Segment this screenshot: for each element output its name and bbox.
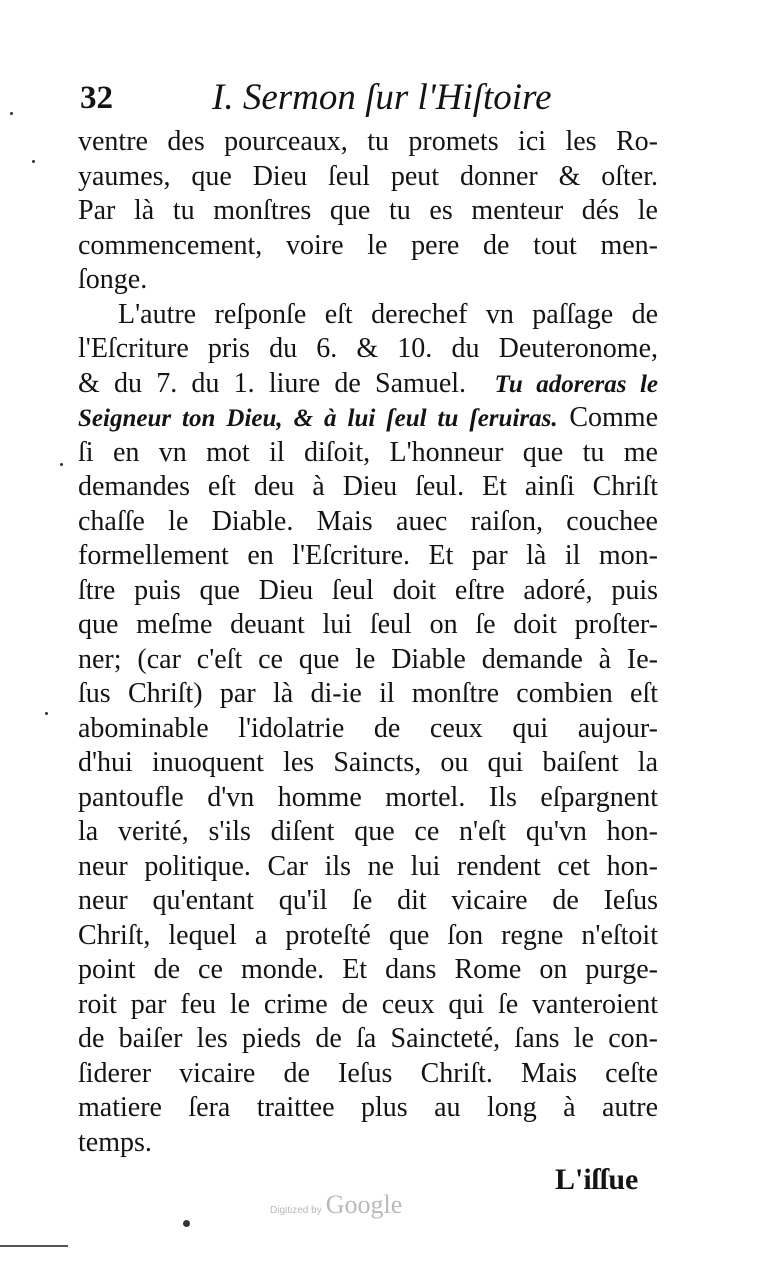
page-header	[76, 74, 676, 126]
scripture-quote: Tu adoreras le	[494, 370, 658, 398]
ink-speck	[10, 112, 13, 115]
ink-speck	[45, 712, 48, 715]
running-title: I. Sermon ſur l'Hiſtoire	[212, 77, 552, 118]
text-line: ſonge.	[78, 264, 148, 295]
page-number: 32	[80, 80, 113, 116]
text-line: demandes eſt deu à Dieu ſeul. Et ainſi Chriſt	[78, 471, 658, 502]
text-line	[78, 367, 658, 402]
ink-speck	[60, 463, 63, 466]
body-text	[78, 125, 658, 1160]
ink-speck	[183, 1220, 190, 1227]
text-segment: & du 7. du 1. liure de Samuel.	[78, 367, 467, 399]
text-line: l'Eſcriture pris du 6. & 10. du Deuteronome,	[78, 333, 658, 364]
text-line: neur politique. Car ils ne lui rendent cet hon-	[78, 850, 658, 882]
digitized-watermark	[270, 1190, 402, 1220]
text-line: Par là tu monſtres que tu es menteur dés le	[78, 195, 658, 226]
text-line: neur qu'entant qu'il ſe dit vicaire de Ieſus	[78, 885, 658, 916]
text-line: chaſſe le Diable. Mais auec raiſon, couchee	[78, 505, 658, 537]
scripture-quote: Seigneur ton Dieu, & à lui ſeul tu ſeruiras.	[78, 405, 558, 432]
text-line: Chriſt, lequel a proteſté que ſon regne n'eſtoit	[78, 919, 658, 951]
text-line: point de ce monde. Et dans Rome on purge-	[78, 954, 658, 985]
text-line: formellement en l'Eſcriture. Et par là il mon-	[78, 540, 658, 571]
text-line: yaumes, que Dieu ſeul peut donner & oſter.	[78, 160, 658, 192]
watermark-prefix: Digitized by	[270, 1205, 322, 1216]
text-line: ner; (car c'eſt ce que le Diable demande à Ie-	[78, 643, 658, 675]
text-line: commencement, voire le pere de tout men-	[78, 229, 658, 261]
text-line: matiere ſera traittee plus au long à autre	[78, 1092, 658, 1123]
text-line: roit par feu le crime de ceux qui ſe vanteroient	[78, 988, 658, 1020]
text-line: ſi en vn mot il diſoit, L'honneur que tu me	[78, 436, 658, 468]
text-line: abominable l'idolatrie de ceux qui aujour-	[78, 712, 658, 744]
text-line	[78, 401, 658, 436]
text-line: ſiderer vicaire de Ieſus Chriſt. Mais ceſte	[78, 1057, 658, 1089]
text-line: temps.	[78, 1126, 152, 1158]
ink-speck	[32, 160, 35, 163]
watermark-brand: Google	[325, 1190, 403, 1219]
text-segment: Comme	[569, 402, 659, 433]
text-line: pantoufle d'vn homme mortel. Ils eſpargnent	[78, 781, 658, 813]
text-line: ventre des pourceaux, tu promets ici les Ro-	[78, 126, 658, 157]
page-edge-line	[0, 1245, 68, 1247]
text-line: L'autre reſponſe eſt derechef vn paſſage de	[118, 298, 658, 330]
text-line: ſtre puis que Dieu ſeul doit eſtre adoré, puis	[78, 574, 658, 606]
text-line: la verité, s'ils diſent que ce n'eſt qu'vn hon-	[78, 816, 658, 847]
text-line: ſus Chriſt) par là di-ie il monſtre combien eſt	[78, 678, 658, 709]
text-line: de baiſer les pieds de ſa Saincteté, ſans le con-	[78, 1023, 658, 1054]
text-line: d'hui inuoquent les Saincts, ou qui baiſent la	[78, 747, 658, 778]
text-line: que meſme deuant lui ſeul on ſe doit proſter-	[78, 609, 658, 640]
catchword: L'iſſue	[555, 1163, 639, 1196]
